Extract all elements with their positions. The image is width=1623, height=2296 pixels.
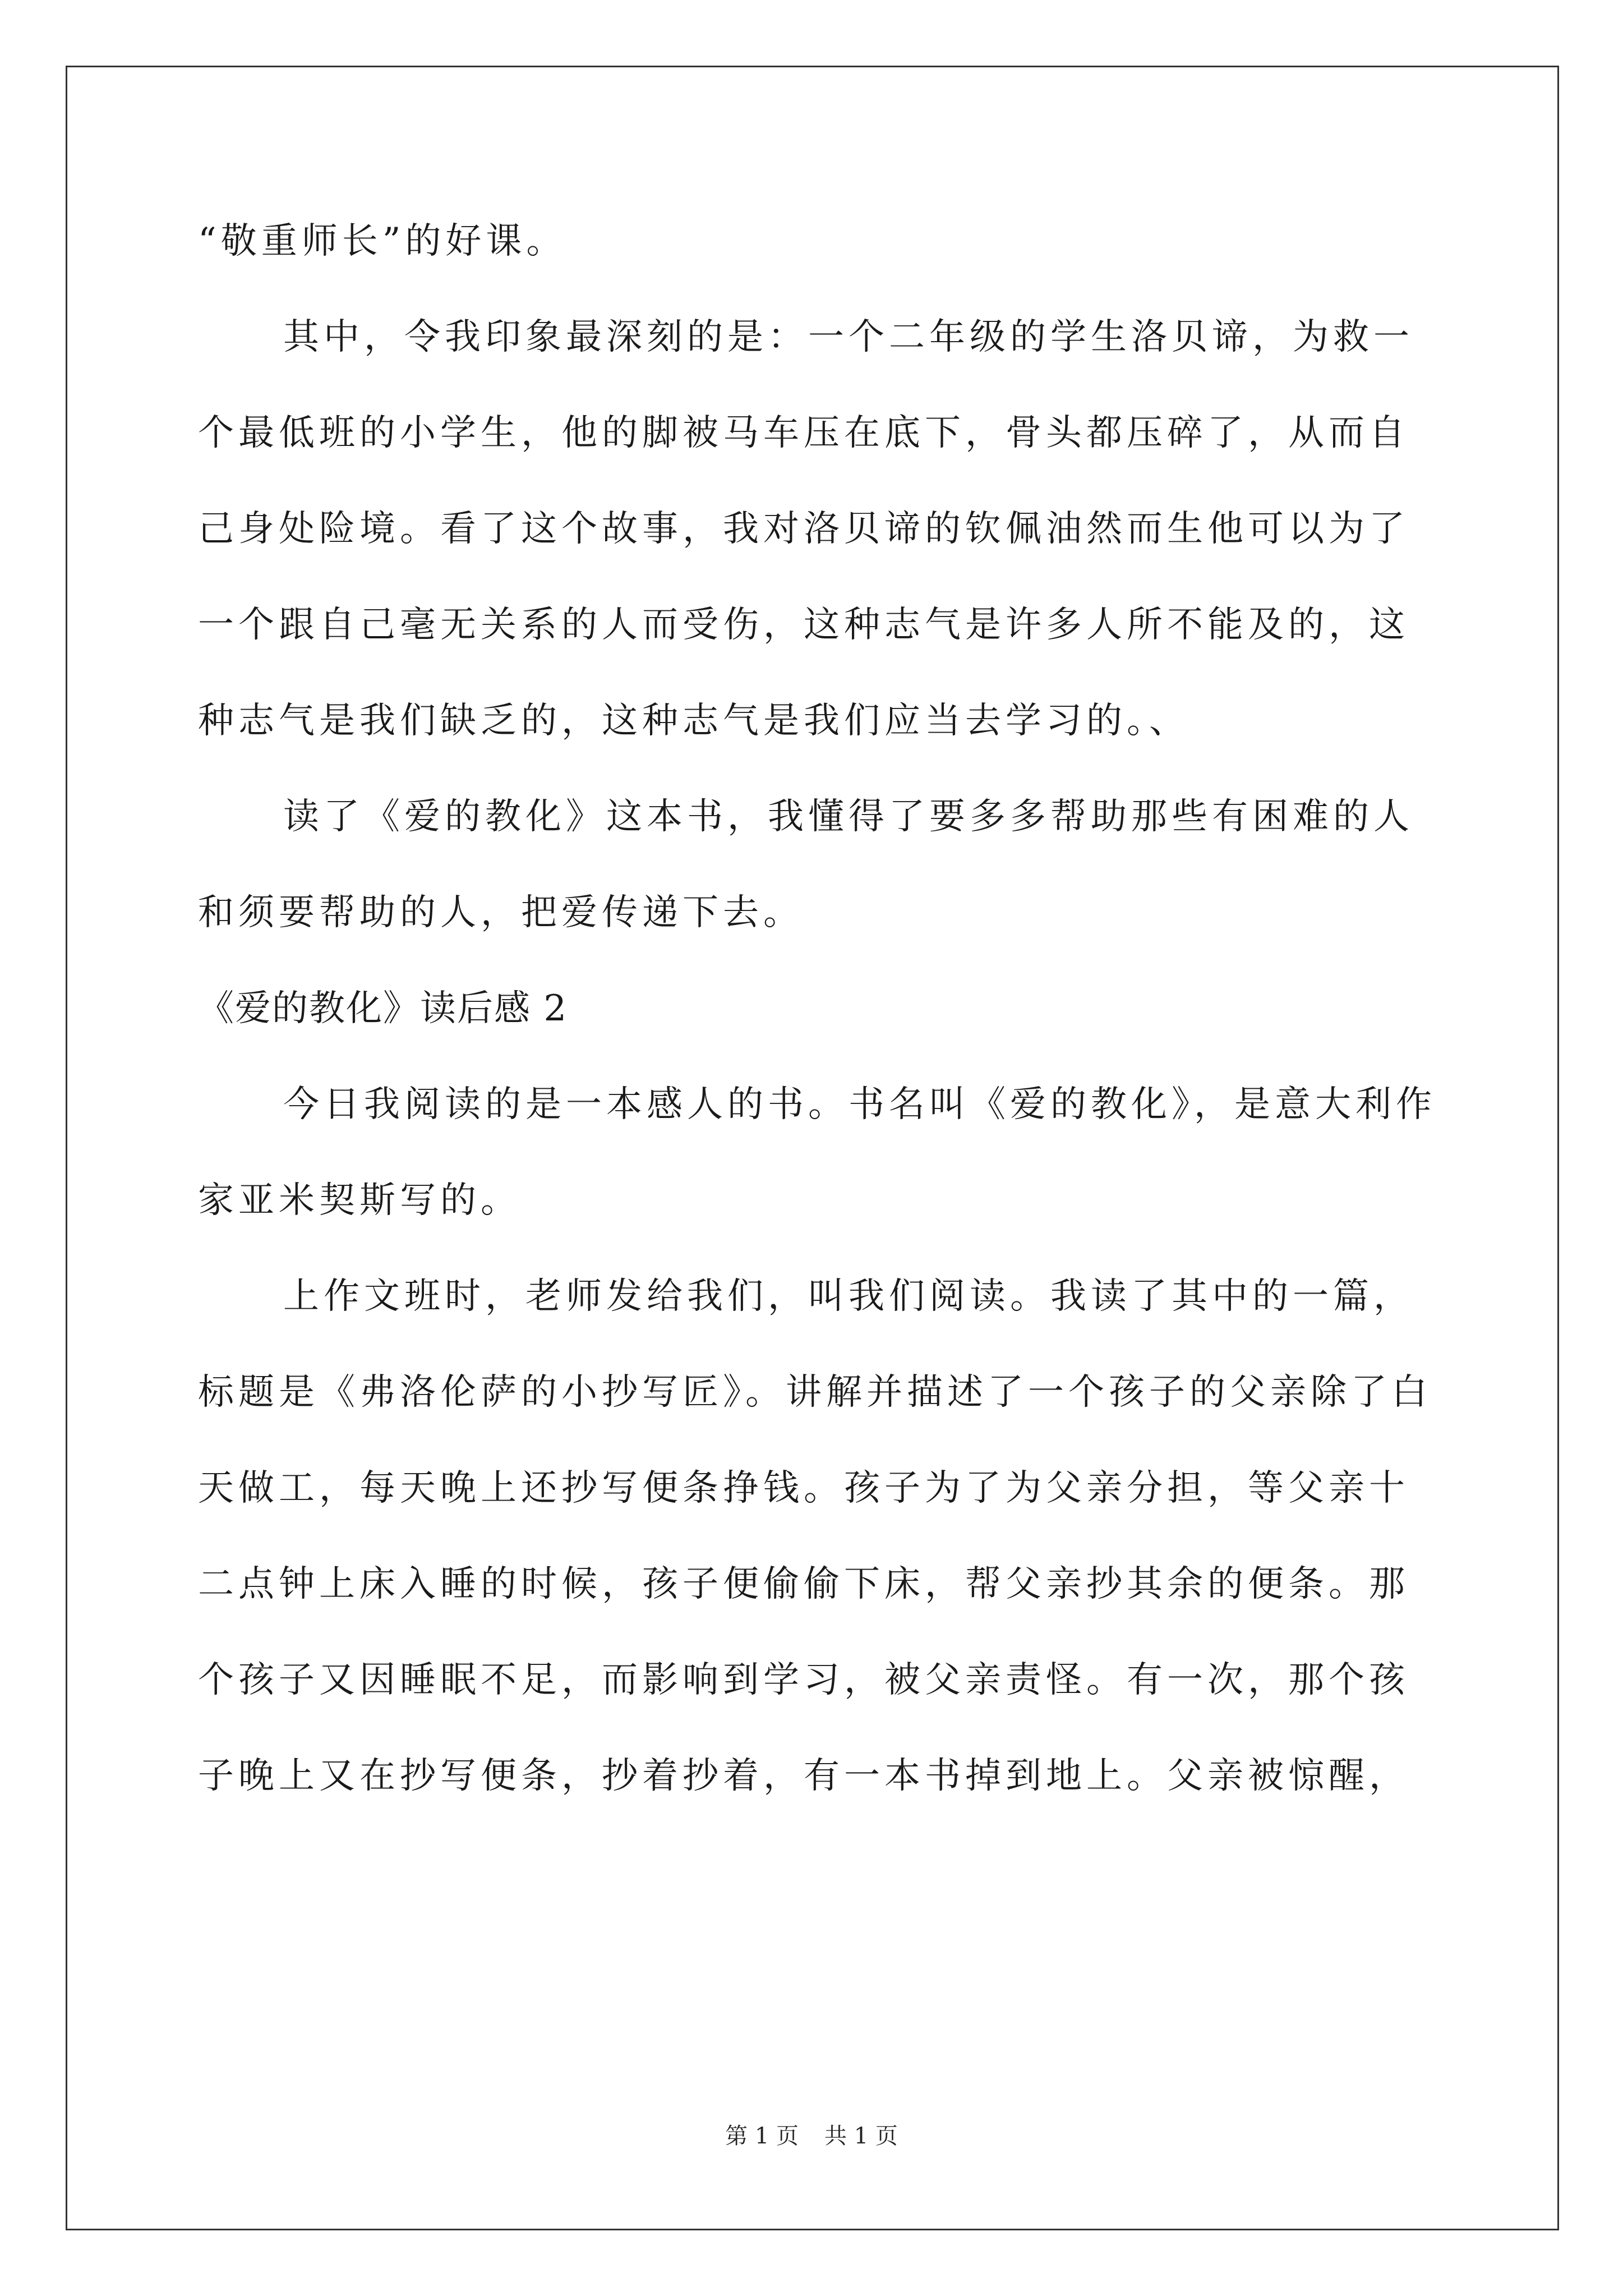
section-title: 《爱的教化》读后感 2 — [198, 988, 568, 1029]
paragraph-line: 个最低班的小学生，他的脚被马车压在底下，骨头都压碎了，从而自 — [198, 412, 1409, 454]
paragraph-line: 子晚上又在抄写便条，抄着抄着，有一本书掉到地上。父亲被惊醒， — [198, 1755, 1409, 1797]
paragraph-line: 上作文班时，老师发给我们，叫我们阅读。我读了其中的一篇， — [283, 1276, 1414, 1317]
paragraph-line: 家亚米契斯写的。 — [198, 1180, 521, 1221]
paragraph-line: 标题是《弗洛伦萨的小抄写匠》。讲解并描述了一个孩子的父亲除了白 — [198, 1372, 1432, 1413]
document-body — [198, 194, 1436, 1824]
paragraph-line: 种志气是我们缺乏的，这种志气是我们应当去学习的。、 — [198, 700, 1189, 742]
page-total: 共 1 页 — [824, 2123, 898, 2149]
paragraph-line: 和须要帮助的人，把爱传递下去。 — [198, 892, 804, 933]
paragraph-line: 天做工，每天晚上还抄写便条挣钱。孩子为了为父亲分担，等父亲十 — [198, 1467, 1409, 1509]
paragraph-line: 己身处险境。看了这个故事，我对洛贝谛的钦佩油然而生他可以为了 — [198, 508, 1409, 550]
paragraph-line: 读了《爱的教化》这本书，我懂得了要多多帮助那些有困难的人 — [283, 796, 1414, 838]
paragraph-line: 今日我阅读的是一本感人的书。书名叫《爱的教化》，是意大利作 — [283, 1084, 1436, 1125]
paragraph-line: 一个跟自己毫无关系的人而受伤，这种志气是许多人所不能及的，这 — [198, 604, 1409, 646]
page-number: 第 1 页 — [725, 2123, 799, 2149]
page-footer — [0, 2122, 1623, 2150]
paragraph-line: 其中，令我印象最深刻的是：一个二年级的学生洛贝谛，为救一 — [283, 316, 1414, 358]
paragraph-line: 个孩子又因睡眠不足，而影响到学习，被父亲责怪。有一次，那个孩 — [198, 1659, 1409, 1701]
paragraph-line: 二点钟上床入睡的时候，孩子便偷偷下床，帮父亲抄其余的便条。那 — [198, 1563, 1409, 1605]
paragraph-line: “敬重师长”的好课。 — [198, 220, 567, 262]
